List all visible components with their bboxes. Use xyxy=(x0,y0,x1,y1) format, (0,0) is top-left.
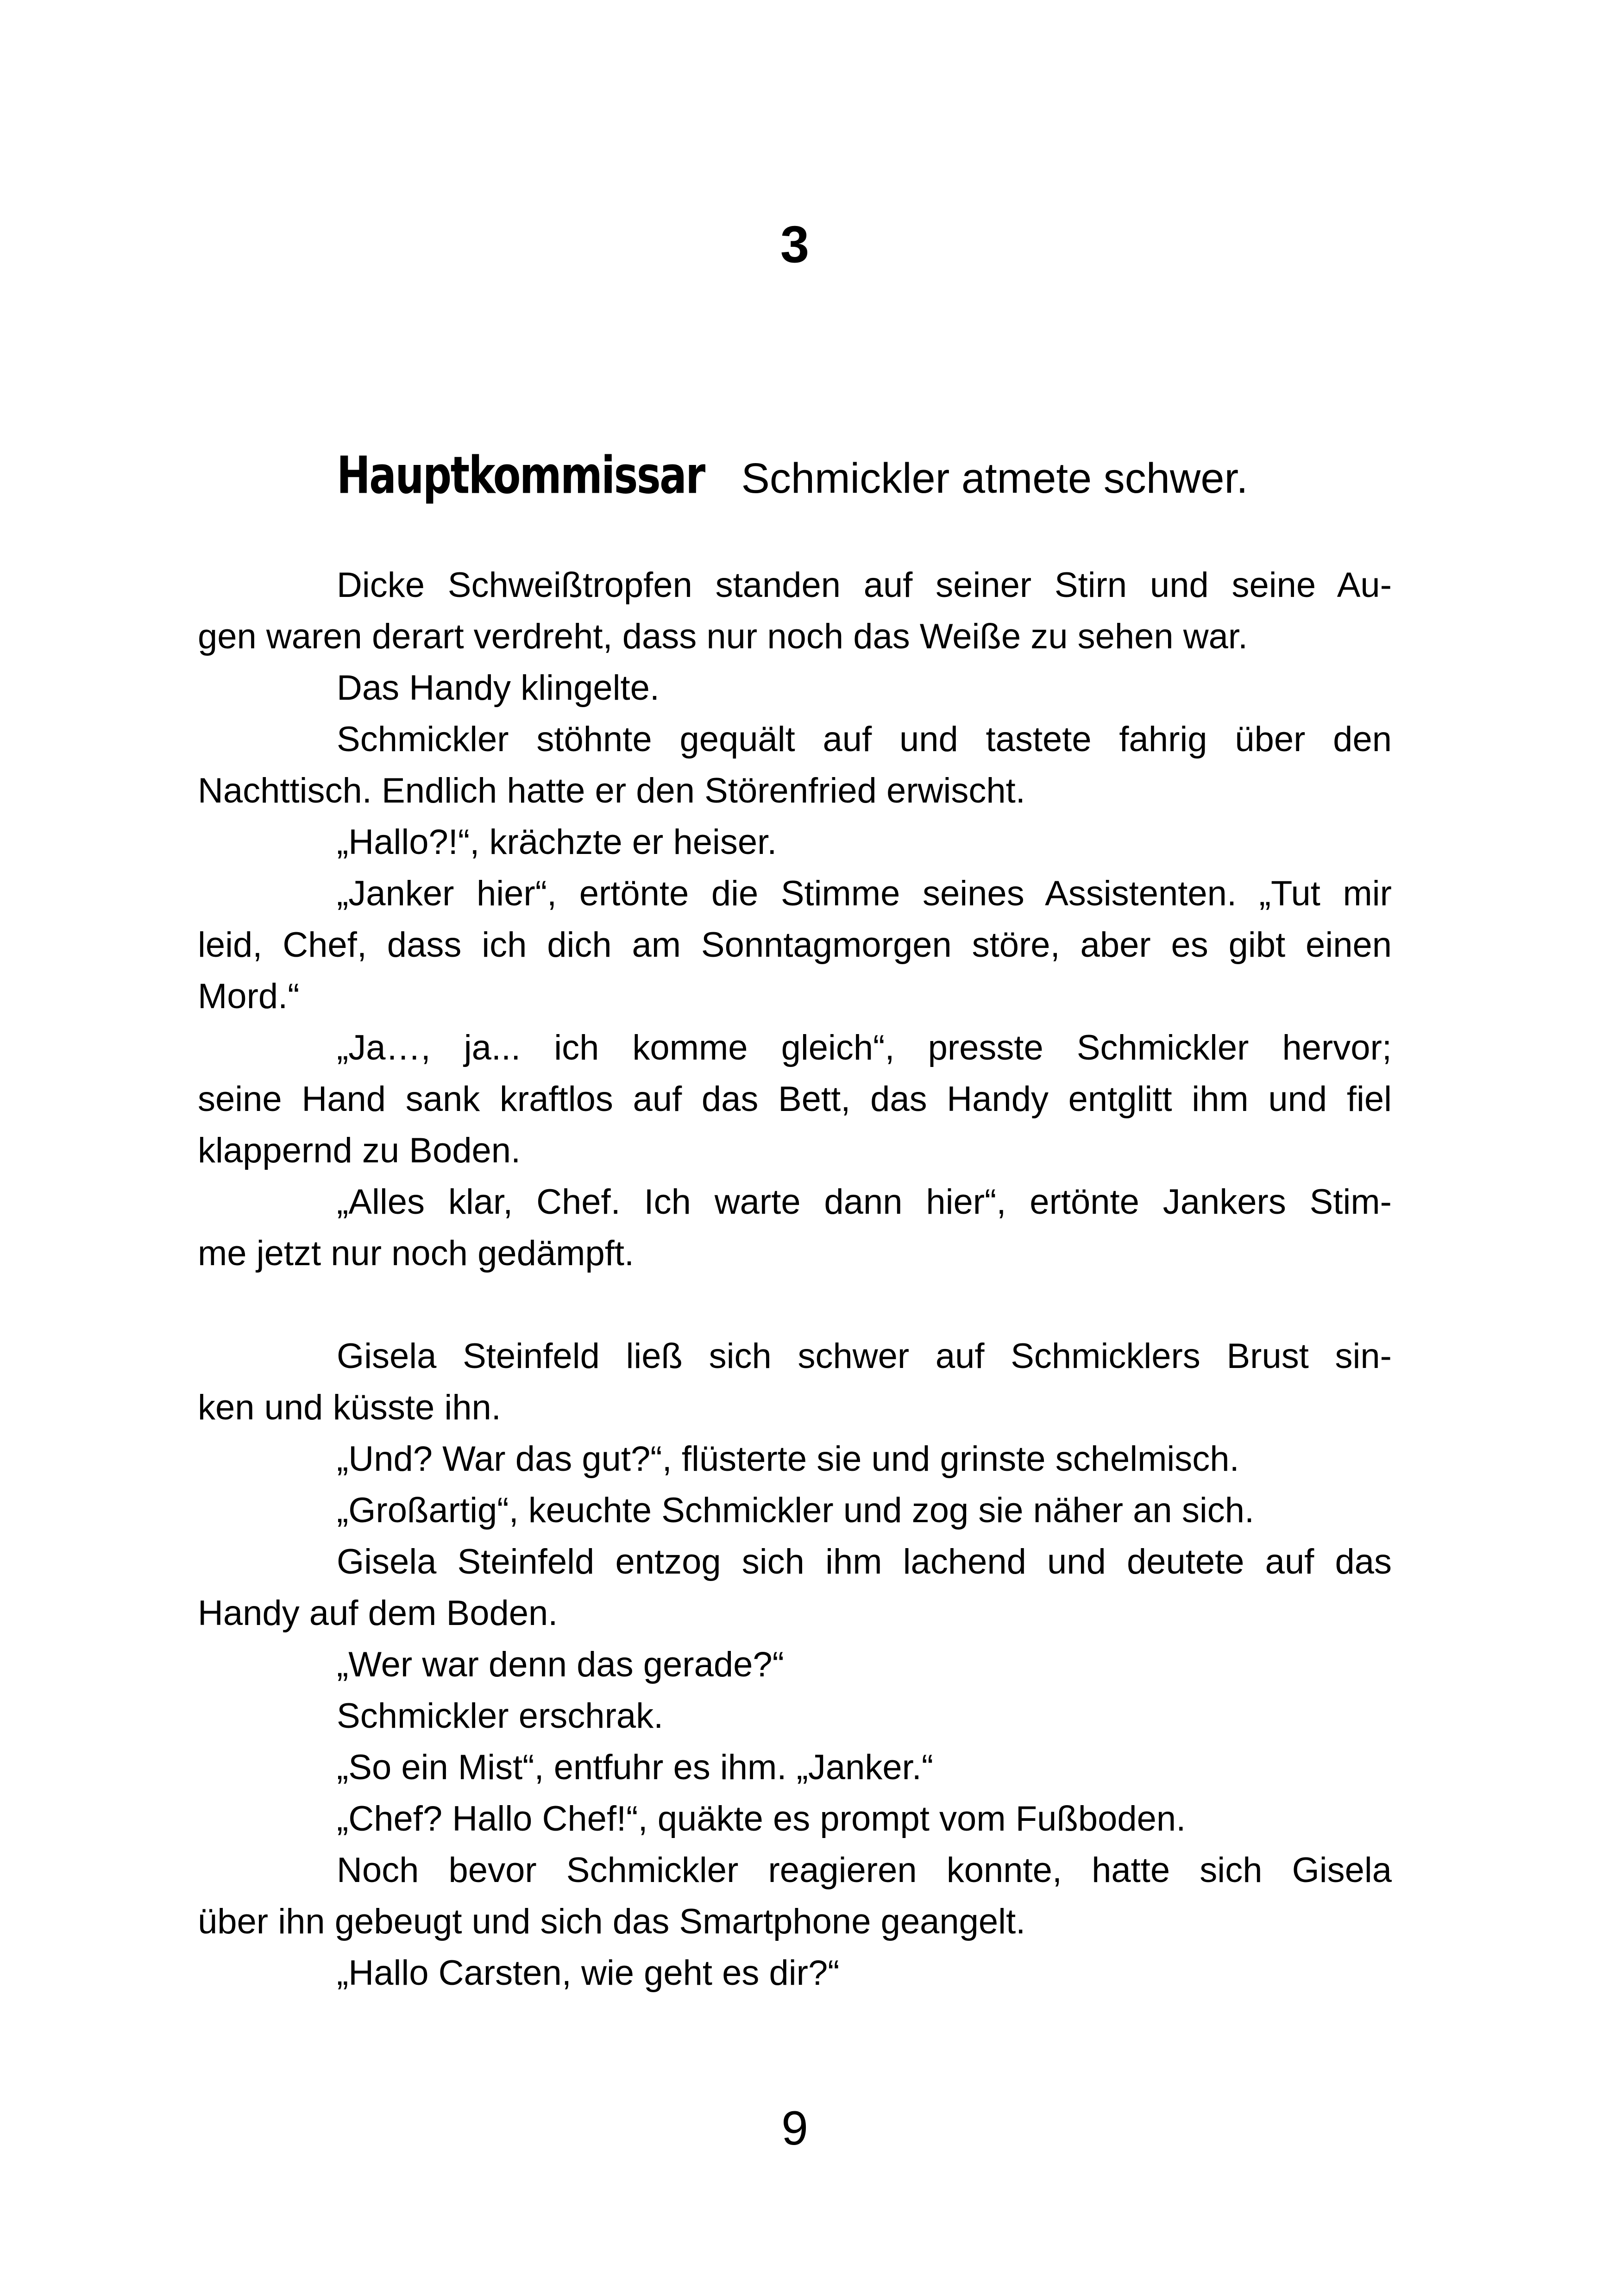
text-line: Gisela Steinfeld ließ sich schwer auf Schmicklers Brust sin- xyxy=(337,1336,1392,1376)
text-line: Nachttisch. Endlich hatte er den Störenfried erwischt. xyxy=(198,771,1025,810)
text-line: „Wer war denn das gerade?“ xyxy=(337,1645,784,1684)
text-line: Schmickler erschrak. xyxy=(337,1696,664,1736)
text-line: Das Handy klingelte. xyxy=(337,668,660,708)
text-line: Dicke Schweißtropfen standen auf seiner Stirn und seine Au- xyxy=(337,565,1392,605)
text-line: „Chef? Hallo Chef!“, quäkte es prompt vom Fußboden. xyxy=(337,1799,1186,1838)
text-line: „Janker hier“, ertönte die Stimme seines Assistenten. „Tut mir xyxy=(337,874,1392,913)
text-line: klappernd zu Boden. xyxy=(198,1131,521,1170)
text-line: Handy auf dem Boden. xyxy=(198,1593,558,1633)
text-line: leid, Chef, dass ich dich am Sonntagmorgen störe, aber es gibt einen xyxy=(198,925,1392,965)
heading-decorative-word: Hauptkommissar xyxy=(337,445,704,505)
text-line: Schmickler stöhnte gequält auf und tastete fahrig über den xyxy=(337,720,1392,759)
text-line: seine Hand sank kraftlos auf das Bett, das Handy entglitt ihm und fiel xyxy=(198,1079,1392,1119)
paragraph-break xyxy=(198,1279,1392,1330)
text-line: Mord.“ xyxy=(198,977,300,1016)
text-line: über ihn gebeugt und sich das Smartphone geangelt. xyxy=(198,1902,1026,1941)
text-line: Gisela Steinfeld entzog sich ihm lachend und deutete auf das xyxy=(337,1542,1392,1581)
heading-text: Schmickler atmete schwer. xyxy=(741,455,1248,502)
text-line: Noch bevor Schmickler reagieren konnte, hatte sich Gisela xyxy=(337,1851,1392,1890)
text-line: „So ein Mist“, entfuhr es ihm. „Janker.“ xyxy=(337,1748,934,1787)
page-number: 9 xyxy=(781,2102,808,2155)
text-line: ken und küsste ihn. xyxy=(198,1388,501,1427)
body-text xyxy=(198,559,1392,1999)
text-line: „Großartig“, keuchte Schmickler und zog sie näher an sich. xyxy=(337,1491,1255,1530)
text-line: me jetzt nur noch gedämpft. xyxy=(198,1234,635,1273)
text-line: „Alles klar, Chef. Ich warte dann hier“, ertönte Jankers Stim- xyxy=(337,1182,1392,1222)
text-line: „Hallo?!“, krächzte er heiser. xyxy=(337,822,777,862)
chapter-heading xyxy=(337,445,1248,505)
text-line: „Ja…, ja... ich komme gleich“, presste Schmickler hervor; xyxy=(337,1028,1392,1067)
text-line: gen waren derart verdreht, dass nur noch das Weiße zu sehen war. xyxy=(198,617,1248,656)
text-line: „Und? War das gut?“, flüsterte sie und grinste schelmisch. xyxy=(337,1439,1239,1479)
chapter-number: 3 xyxy=(780,215,810,273)
text-line: „Hallo Carsten, wie geht es dir?“ xyxy=(337,1953,840,1993)
